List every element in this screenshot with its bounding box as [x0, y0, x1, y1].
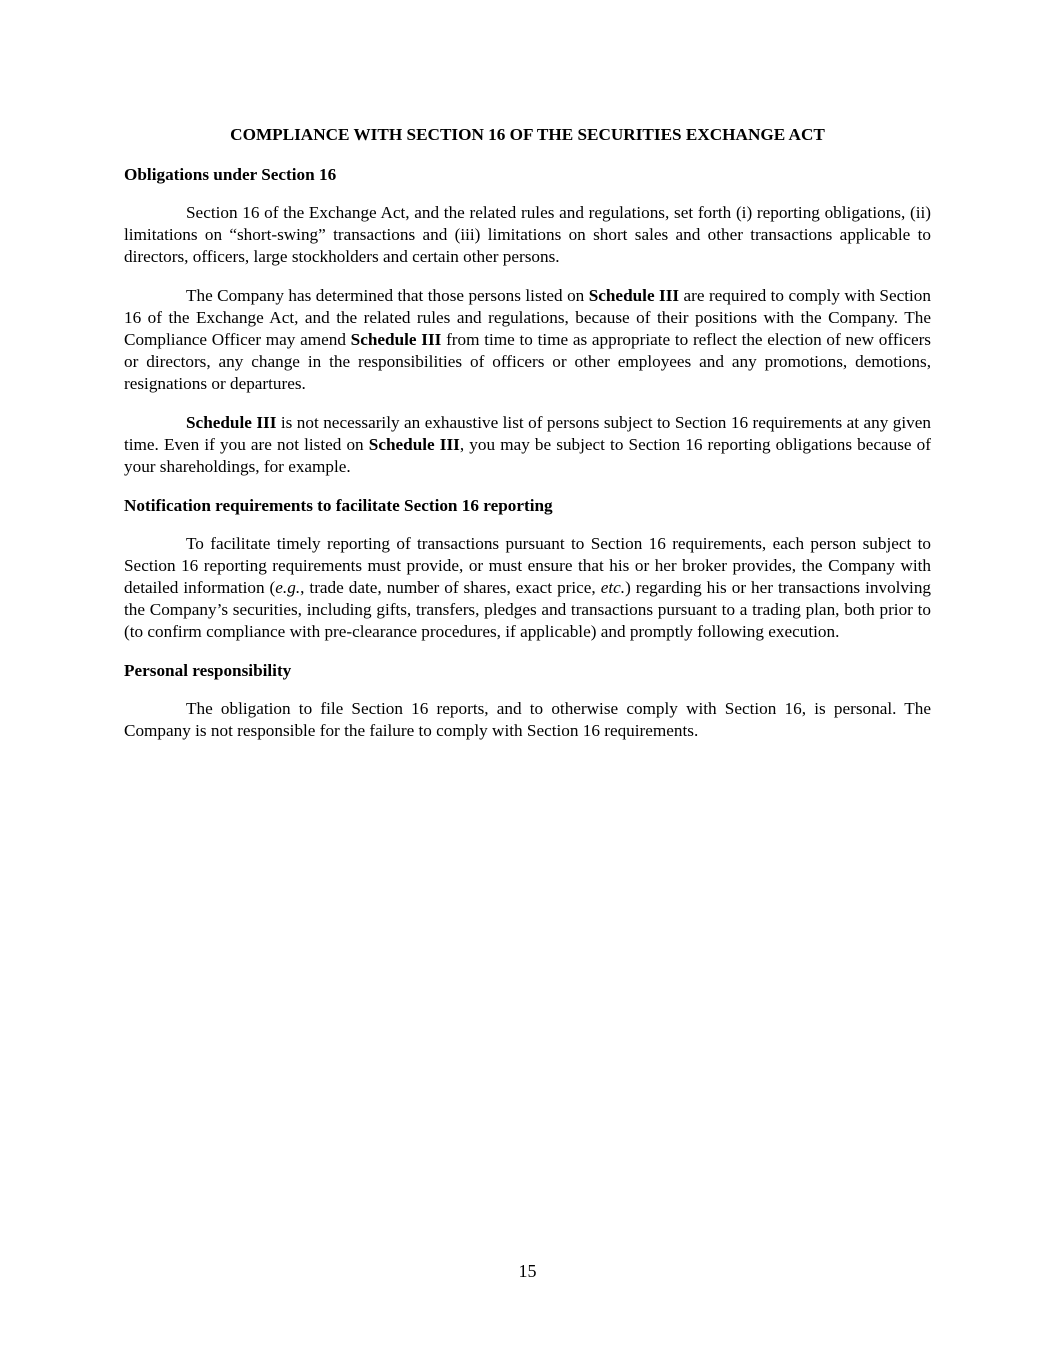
- text-run: , you may be subject to Section 16 reporting obligations because of your shareholdings, for example.: [124, 435, 931, 476]
- italic-etc: etc.: [600, 578, 626, 597]
- text-run: from time to time as appropriate to reflect the election of new officers or directors, any change in the responsibilities of officers or other employees and any promotions, demotions, resignations or departures.: [124, 330, 931, 393]
- text-run: , trade date, number of shares, exact price,: [300, 578, 601, 597]
- paragraph-notification-requirements: [124, 533, 931, 643]
- paragraph-schedule-not-exhaustive: [124, 412, 931, 478]
- paragraph-personal-responsibility: The obligation to file Section 16 reports, and to otherwise comply with Section 16, is personal. The Company is not responsible for the failure to comply with Section 16 requirements.: [124, 699, 931, 740]
- document-page: [124, 124, 931, 759]
- schedule-iii-reference: Schedule III: [588, 286, 680, 305]
- document-title: COMPLIANCE WITH SECTION 16 OF THE SECURITIES EXCHANGE ACT: [230, 125, 825, 144]
- text-run: ) regarding his or her transactions involving the Company’s securities, including gifts, transfers, pledges and transactions pursuant to a trading plan, both prior to (to confirm compliance with pre-clearance procedures, if applicable) and promptly following execution.: [124, 578, 932, 641]
- section-heading-personal-responsibility: Personal responsibility: [124, 661, 292, 680]
- section-heading-obligations: Obligations under Section 16: [124, 165, 337, 184]
- paragraph-section16-overview: Section 16 of the Exchange Act, and the related rules and regulations, set forth (i) reporting obligations, (ii) limitations on “short-swing” transactions and (iii) limitations on short sales and other transactions applicable to directors, officers, large stockholders and certain other persons.: [124, 203, 931, 266]
- page-number: 15: [518, 1261, 537, 1281]
- text-run: To facilitate timely reporting of transactions pursuant to Section 16 requirements, each person subject to Section 16 reporting requirements must provide, or must ensure that his or her broker provides, the Company with detailed information (: [124, 534, 931, 597]
- text-run: are required to comply with Section 16 of the Exchange Act, and the related rules and regulations, because of their positions with the Company. The Compliance Officer may amend: [124, 286, 931, 349]
- schedule-iii-reference: Schedule III: [350, 330, 442, 349]
- text-run: The Company has determined that those persons listed on: [186, 286, 589, 305]
- section-heading-notification: Notification requirements to facilitate Section 16 reporting: [124, 496, 553, 515]
- text-run: is not necessarily an exhaustive list of persons subject to Section 16 requirements at any given time. Even if you are not listed on: [124, 413, 931, 454]
- schedule-iii-reference: Schedule III: [368, 435, 460, 454]
- italic-eg: e.g.: [275, 578, 301, 597]
- schedule-iii-reference: Schedule III: [186, 413, 277, 432]
- paragraph-schedule-determination: [124, 285, 931, 395]
